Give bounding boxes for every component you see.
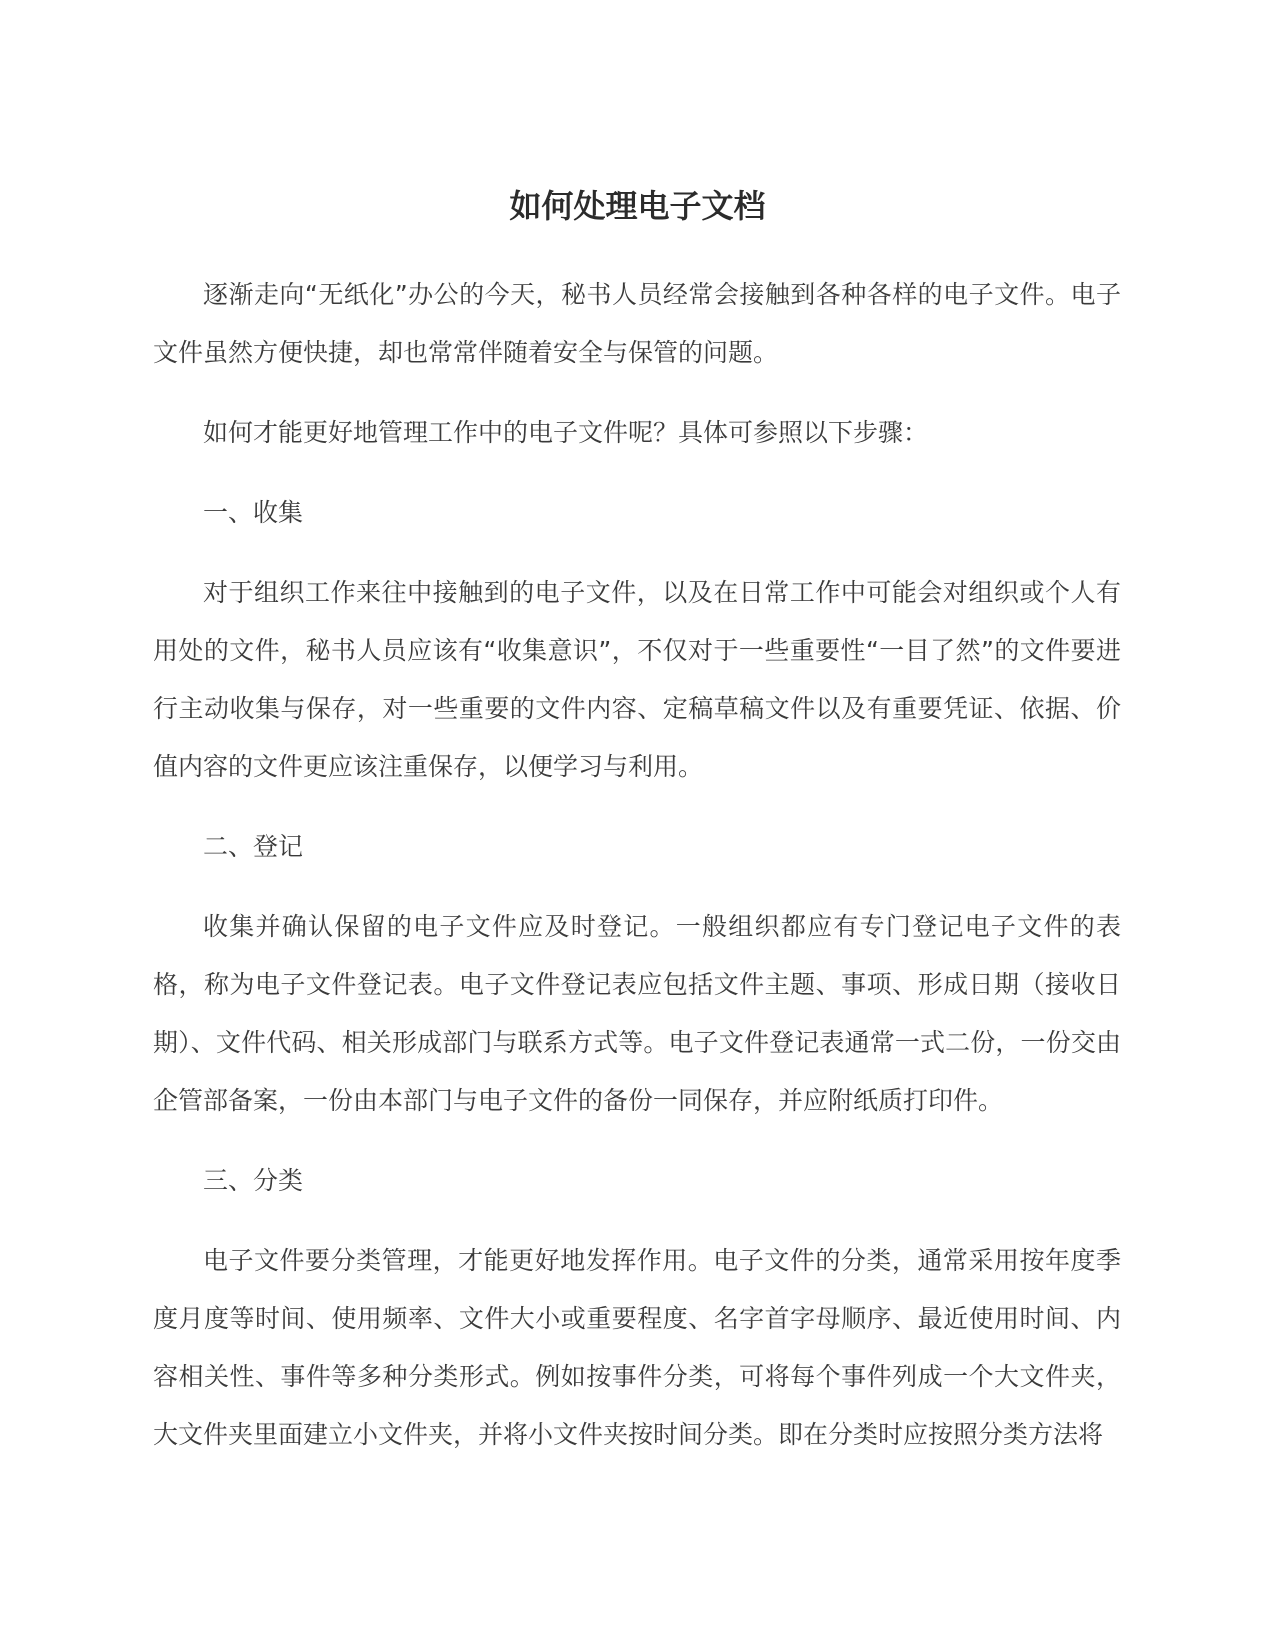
section-heading-classify: 三、分类 <box>203 1166 304 1195</box>
section-heading-register: 二、登记 <box>203 832 304 861</box>
paragraph-register: 收集并确认保留的电子文件应及时登记。一般组织都应有专门登记电子文件的表格，称为电子文件登记表。电子文件登记表应包括文件主题、事项、形成日期（接收日期）、文件代码、相关形成部门与联系方式等。电子文件登记表通常一式二份，一份交由企管部备案，一份由本部门与电子文件的备份一同保存，并应附纸质打印件。 <box>153 912 1121 1115</box>
paragraph-intro: 逐渐走向“无纸化”办公的今天，秘书人员经常会接触到各种各样的电子文件。电子文件虽然方便快捷，却也常常伴随着安全与保管的问题。 <box>153 280 1121 367</box>
paragraph-collect: 对于组织工作来往中接触到的电子文件，以及在日常工作中可能会对组织或个人有用处的文件，秘书人员应该有“收集意识”，不仅对于一些重要性“一目了然”的文件要进行主动收集与保存，对一些重要的文件内容、定稿草稿文件以及有重要凭证、依据、价值内容的文件更应该注重保存，以便学习与利用。 <box>153 578 1121 781</box>
section-heading-collect: 一、收集 <box>203 498 304 527</box>
document-body <box>153 266 1121 1486</box>
paragraph-question: 如何才能更好地管理工作中的电子文件呢？具体可参照以下步骤： <box>203 418 929 447</box>
paragraph-classify: 电子文件要分类管理，才能更好地发挥作用。电子文件的分类，通常采用按年度季度月度等时间、使用频率、文件大小或重要程度、名字首字母顺序、最近使用时间、内容相关性、事件等多种分类形式。例如按事件分类，可将每个事件列成一个大文件夹，大文件夹里面建立小文件夹，并将小文件夹按时间分类。即在分类时应按照分类方法将 <box>153 1246 1121 1449</box>
document-title: 如何处理电子文档 <box>509 187 766 225</box>
